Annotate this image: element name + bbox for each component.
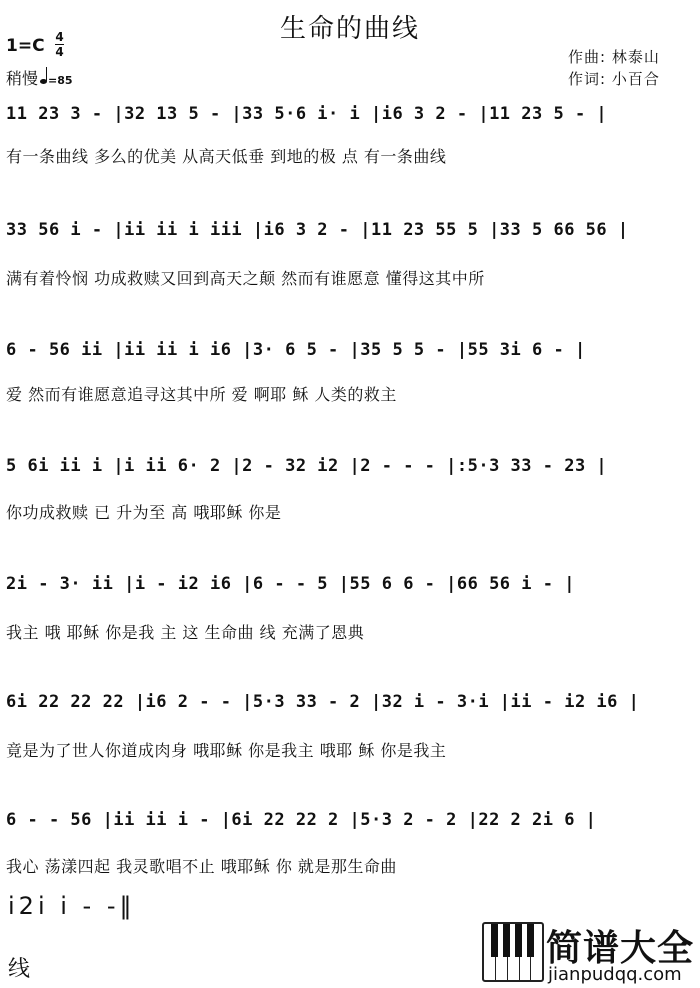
lyrics-line-1: 有一条曲线 多么的优美 从高天低垂 到地的极 点 有一条曲线 (6, 147, 447, 166)
notation-line-7: 6 - - 56 |ii ii i - |6i 22 22 2 |5·3 2 - 2 |22 2 2i 6 | (6, 810, 597, 830)
quarter-note-icon (40, 79, 47, 84)
lyrics-line-4: 你功成救赎 已 升为至 高 哦耶稣 你是 (6, 503, 282, 522)
time-signature (55, 30, 64, 59)
notation-line-5: 2i - 3· ii |i - i2 i6 |6 - - 5 |55 6 6 - |66 56 i - | (6, 574, 575, 594)
notation-line-6: 6i 22 22 22 |i6 2 - - |5·3 33 - 2 |32 i - 3·i |ii - i2 i6 | (6, 692, 640, 712)
lyrics-line-5: 我主 哦 耶稣 你是我 主 这 生命曲 线 充满了恩典 (6, 623, 365, 642)
watermark-url: jianpudqq.com (548, 964, 682, 985)
lyrics-line-2: 满有着怜悯 功成救赎又回到高天之颠 然而有谁愿意 懂得这其中所 (6, 269, 485, 288)
notation-line-2: 33 56 i - |ii ii i iii |i6 3 2 - |11 23 55 5 |33 5 66 56 | (6, 220, 629, 240)
composer-credit: 作曲: 林泰山 (568, 48, 660, 66)
lyricist-credit: 作词: 小百合 (568, 70, 660, 88)
piano-icon (482, 922, 544, 982)
lyrics-line-3: 爱 然而有谁愿意追寻这其中所 爱 啊耶 稣 人类的救主 (6, 385, 397, 404)
page-title: 生命的曲线 (279, 14, 420, 44)
tempo-text: 稍慢 (6, 69, 39, 88)
watermark-name: 简谱大全 (546, 928, 695, 969)
ending-notation: i2i i - -‖ (8, 892, 136, 920)
lyrics-line-7: 我心 荡漾四起 我灵歌唱不止 哦耶稣 你 就是那生命曲 (6, 857, 397, 876)
key-signature: 1=C (6, 36, 45, 56)
tempo-marking (6, 66, 73, 89)
notation-line-3: 6 - 56 ii |ii ii i i6 |3· 6 5 - |35 5 5 - |55 3i 6 - | (6, 340, 586, 360)
time-signature-top: 4 (55, 30, 64, 44)
notation-line-4: 5 6i ii i |i ii 6· 2 |2 - 32 i2 |2 - - - |:5·3 33 - 23 | (6, 456, 608, 476)
tempo-bpm: =85 (48, 74, 73, 87)
lyrics-line-6: 竟是为了世人你道成肉身 哦耶稣 你是我主 哦耶 稣 你是我主 (6, 741, 447, 760)
notation-line-1: 11 23 3 - |32 13 5 - |33 5·6 i· i |i6 3 2 - |11 23 5 - | (6, 104, 608, 124)
time-signature-bottom: 4 (55, 45, 64, 59)
ending-lyric: 线 (8, 957, 31, 982)
site-watermark (478, 920, 700, 988)
